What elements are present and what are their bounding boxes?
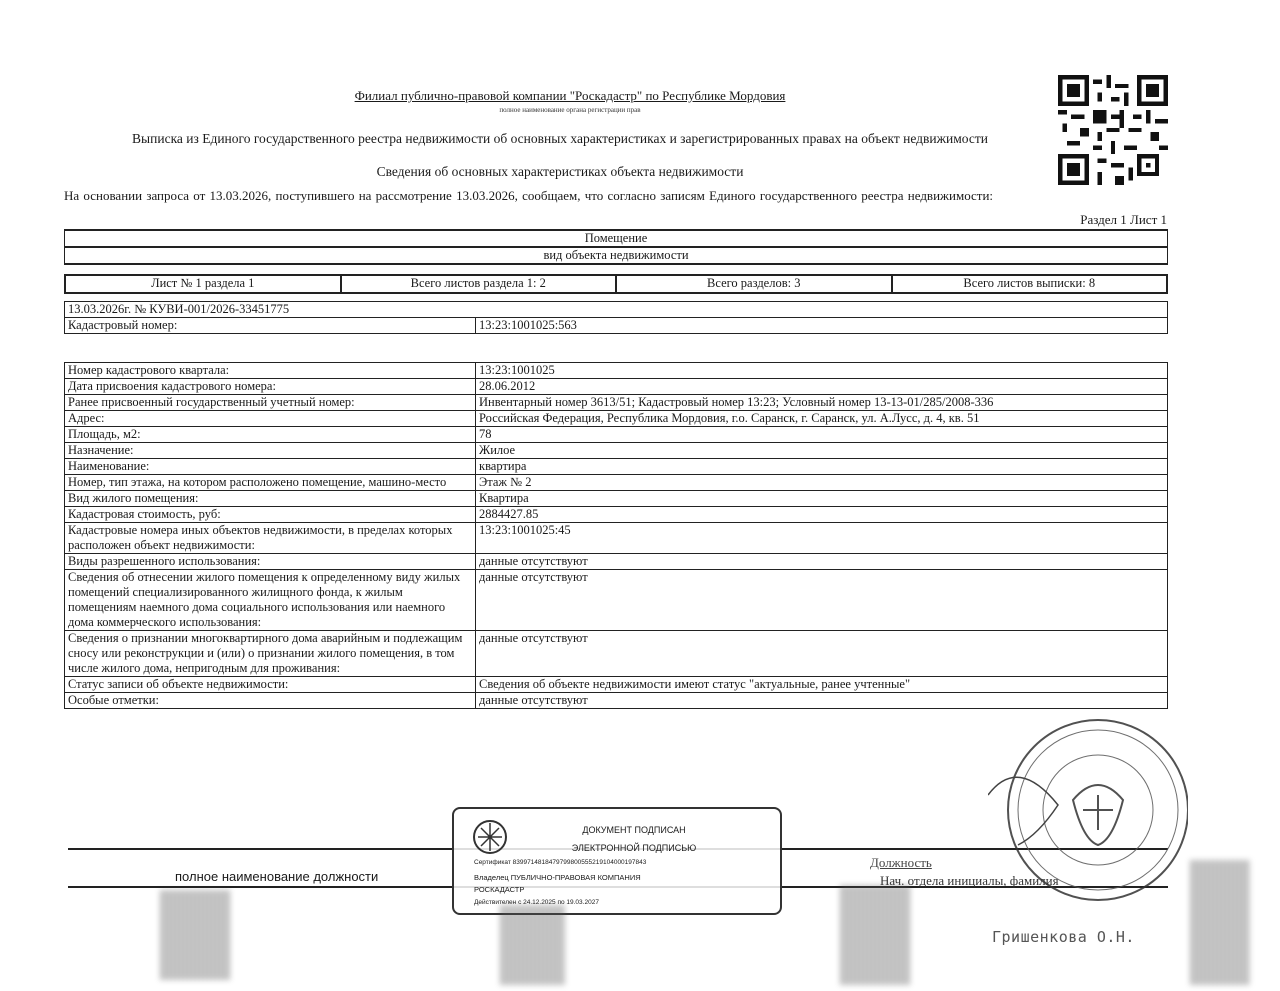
row-value: Квартира — [476, 491, 1168, 507]
row-label: Кадастровые номера иных объектов недвижимости, в пределах которых расположен объект недвижимости: — [65, 523, 476, 554]
row-label: Номер, тип этажа, на котором расположено помещение, машино-место — [65, 475, 476, 491]
table-row — [65, 443, 1168, 459]
certificate-number: Сертификат 8399714818479799800555219104000197843 — [474, 859, 647, 866]
row-value: данные отсутствуют — [476, 631, 1168, 677]
cadastral-number-value: 13:23:1001025:563 — [476, 318, 1168, 334]
section-title: Сведения об основных характеристиках объекта недвижимости — [376, 164, 744, 179]
table-row — [65, 363, 1168, 379]
scan-smudge — [500, 905, 565, 985]
qr-code-icon — [1058, 75, 1168, 185]
row-label: Особые отметки: — [65, 693, 476, 709]
sheets-table — [64, 274, 1168, 294]
row-label: Виды разрешенного использования: — [65, 554, 476, 570]
table-row — [65, 427, 1168, 443]
scan-smudge — [160, 890, 230, 980]
table-row — [65, 631, 1168, 677]
certificate-owner: Владелец ПУБЛИЧНО-ПРАВОВАЯ КОМПАНИЯ — [474, 873, 641, 882]
row-value: данные отсутствуют — [476, 554, 1168, 570]
object-type: Помещение — [65, 230, 1168, 247]
table-row — [65, 379, 1168, 395]
row-label: Номер кадастрового квартала: — [65, 363, 476, 379]
initials-label: Нач. отдела инициалы, фамилия — [880, 873, 1059, 888]
row-label: Ранее присвоенный государственный учетный номер: — [65, 395, 476, 411]
object-type-caption: вид объекта недвижимости — [65, 247, 1168, 264]
cadastral-number-label: Кадастровый номер: — [65, 318, 476, 334]
total-sheets: Всего листов выписки: 8 — [892, 275, 1168, 293]
row-value: 28.06.2012 — [476, 379, 1168, 395]
object-type-table — [64, 229, 1168, 265]
organization-title: Филиал публично-правовой компании "Роскадастр" по Республике Мордовия — [354, 88, 786, 103]
signer-name: Гришенкова О.Н. — [992, 928, 1135, 946]
row-label: Кадастровая стоимость, руб: — [65, 507, 476, 523]
row-label: Дата присвоения кадастрового номера: — [65, 379, 476, 395]
row-label: Сведения о признании многоквартирного дома аварийным и подлежащим сносу или реконструкции и (или) о признании жилого помещения, в том числе жилого дома, непригодным для проживания: — [65, 631, 476, 677]
row-value: 78 — [476, 427, 1168, 443]
row-value: Сведения об объекте недвижимости имеют статус "актуальные, ранее учтенные" — [476, 677, 1168, 693]
scan-smudge — [1190, 860, 1250, 985]
row-value: данные отсутствуют — [476, 570, 1168, 631]
row-value: Российская Федерация, Республика Мордовия, г.о. Саранск, г. Саранск, ул. А.Лусс, д. 4, кв. 51 — [476, 411, 1168, 427]
sheet-number: Лист № 1 раздела 1 — [65, 275, 341, 293]
characteristics-table — [64, 362, 1168, 709]
table-row — [65, 459, 1168, 475]
rosreestr-logo-icon — [472, 819, 508, 855]
position-label: полное наименование должности — [175, 869, 379, 884]
electronic-signature-stamp — [452, 807, 782, 915]
row-label: Статус записи об объекте недвижимости: — [65, 677, 476, 693]
signed-line1: ДОКУМЕНТ ПОДПИСАН — [582, 825, 686, 835]
row-value: Этаж № 2 — [476, 475, 1168, 491]
total-sections: Всего разделов: 3 — [616, 275, 892, 293]
row-value: Инвентарный номер 3613/51; Кадастровый номер 13:23; Условный номер 13-13-01/285/2008-336 — [476, 395, 1168, 411]
row-value: данные отсутствуют — [476, 693, 1168, 709]
signed-line2: ЭЛЕКТРОННОЙ ПОДПИСЬЮ — [571, 843, 697, 853]
row-value: 13:23:1001025:45 — [476, 523, 1168, 554]
position-right-label: Должность — [870, 855, 932, 870]
round-seal-icon — [988, 700, 1188, 910]
table-row — [65, 411, 1168, 427]
row-value: 13:23:1001025 — [476, 363, 1168, 379]
certificate-owner2: РОСКАДАСТР — [474, 885, 525, 894]
table-row — [65, 523, 1168, 554]
table-row — [65, 677, 1168, 693]
table-row — [65, 395, 1168, 411]
row-label: Сведения об отнесении жилого помещения к определенному виду жилых помещений специализированного жилищного фонда, к жилым помещениям наемного дома социального использования или наемного дома коммерческого использования: — [65, 570, 476, 631]
section-sheet-label: Раздел 1 Лист 1 — [1080, 212, 1167, 227]
row-value: Жилое — [476, 443, 1168, 459]
row-label: Назначение: — [65, 443, 476, 459]
table-row — [65, 570, 1168, 631]
row-label: Вид жилого помещения: — [65, 491, 476, 507]
row-value: квартира — [476, 459, 1168, 475]
record-number: 13.03.2026г. № КУВИ-001/2026-33451775 — [65, 302, 1168, 318]
document-title: Выписка из Единого государственного реестра недвижимости об основных характеристиках и зарегистрированных правах на объект недвижимости — [132, 131, 988, 146]
table-row — [65, 475, 1168, 491]
row-label: Адрес: — [65, 411, 476, 427]
table-row — [65, 554, 1168, 570]
scan-smudge — [840, 885, 910, 985]
total-sheets-section: Всего листов раздела 1: 2 — [341, 275, 617, 293]
certificate-validity: Действителен с 24.12.2025 по 19.03.2027 — [474, 899, 599, 906]
record-table — [64, 301, 1168, 334]
table-row — [65, 491, 1168, 507]
row-label: Наименование: — [65, 459, 476, 475]
basis-text: На основании запроса от 13.03.2026, поступившего на рассмотрение 13.03.2026, сообщаем, что согласно записям Единого государственного реестра недвижимости: — [64, 188, 994, 203]
row-label: Площадь, м2: — [65, 427, 476, 443]
table-row — [65, 507, 1168, 523]
organization-subtitle: полное наименование органа регистрации прав — [499, 106, 641, 114]
row-value: 2884427.85 — [476, 507, 1168, 523]
